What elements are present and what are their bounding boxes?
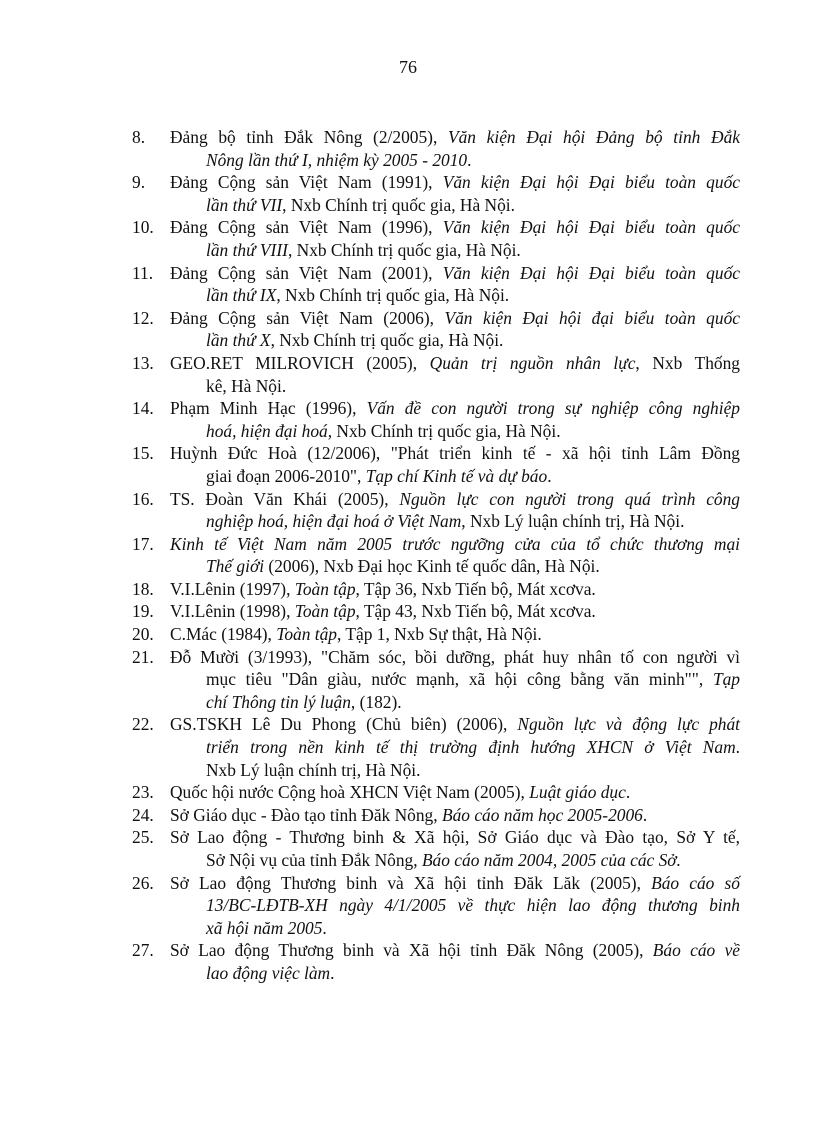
reference-body — [170, 488, 740, 533]
reference-title-text: Toàn tập — [294, 601, 356, 622]
reference-item — [130, 646, 740, 714]
reference-text: , (182). — [350, 691, 402, 712]
reference-number: 8. — [132, 127, 146, 147]
reference-text: Đảng Cộng sản Việt Nam (2001), — [170, 262, 443, 283]
reference-text: C.Mác (1984), — [170, 624, 277, 645]
reference-line — [170, 713, 740, 736]
reference-body — [170, 713, 740, 781]
reference-text: . — [642, 804, 648, 825]
reference-item — [130, 578, 740, 601]
reference-item — [130, 442, 740, 487]
reference-title-text: Toàn tập — [294, 578, 356, 599]
reference-continuation-line — [170, 668, 740, 691]
reference-number: 25. — [132, 827, 154, 848]
reference-number: 17. — [132, 533, 154, 554]
reference-text: Đảng Cộng sản Việt Nam (2006), — [170, 307, 445, 328]
reference-number: 18. — [132, 578, 154, 599]
reference-text: . — [467, 149, 472, 170]
reference-text: mục tiêu "Dân giàu, nước mạnh, xã hội công bằng văn minh"", — [206, 669, 713, 690]
reference-item — [130, 488, 740, 533]
reference-item — [130, 533, 740, 578]
reference-text: , Nxb Chính trị quốc gia, Hà Nội. — [287, 239, 521, 260]
reference-body — [170, 939, 740, 984]
reference-text: , Nxb Thống — [635, 352, 740, 373]
reference-line — [170, 623, 740, 646]
reference-text: , Tập 36, Nxb Tiến bộ, Mát xcơva. — [355, 578, 596, 599]
reference-line — [170, 397, 740, 420]
page-number: 76 — [399, 57, 417, 77]
reference-item — [130, 713, 740, 781]
reference-item — [130, 352, 740, 397]
reference-text: Đảng Cộng sản Việt Nam (1991), — [170, 172, 443, 193]
reference-text: , Nxb Chính trị quốc gia, Hà Nội. — [270, 330, 504, 351]
reference-continuation-line — [170, 736, 740, 759]
reference-body — [170, 171, 740, 216]
reference-text: (2006), Nxb Đại học Kinh tế quốc dân, Hà Nội. — [264, 556, 600, 577]
reference-title-text: Luật giáo dục — [529, 782, 626, 803]
reference-text: , Tập 1, Nxb Sự thật, Hà Nội. — [337, 624, 542, 645]
reference-number: 24. — [132, 804, 154, 825]
reference-number: 9. — [132, 172, 146, 193]
reference-text: Huỳnh Đức Hoà (12/2006), "Phát triển kinh tế - xã hội tỉnh Lâm Đồng — [170, 443, 740, 464]
reference-number: 13. — [132, 352, 154, 373]
reference-text: Sở Lao động Thương binh và Xã hội tỉnh Đăk Nông (2005), — [170, 940, 653, 961]
reference-body — [170, 646, 740, 714]
reference-line — [170, 262, 740, 285]
reference-number: 23. — [132, 782, 154, 803]
reference-text: Sở Lao động - Thương binh & Xã hội, Sở Giáo dục và Đào tạo, Sở Y tế, — [170, 827, 740, 848]
reference-text: . — [330, 962, 335, 983]
reference-item — [130, 623, 740, 646]
reference-body — [170, 826, 740, 871]
reference-title-text: chí Thông tin lý luận — [206, 691, 351, 712]
reference-number: 15. — [132, 443, 154, 464]
reference-title-text: lao động việc làm — [206, 962, 331, 983]
reference-body — [170, 872, 740, 940]
reference-line — [170, 872, 740, 895]
reference-continuation-line — [170, 239, 740, 262]
reference-body — [170, 600, 740, 623]
reference-title-text: Văn kiện Đại hội Đại biểu toàn quốc — [442, 172, 740, 193]
reference-body — [170, 216, 740, 261]
reference-line — [170, 646, 740, 669]
reference-line — [170, 488, 740, 511]
reference-title-text: Báo cáo về — [652, 940, 741, 961]
reference-title-text: triển trong nền kinh tế thị trường định hướng XHCN ở Việt Nam — [206, 737, 736, 758]
reference-item — [130, 600, 740, 623]
reference-text: . — [322, 917, 327, 938]
reference-text: V.I.Lênin (1998), — [170, 601, 295, 622]
reference-continuation-line — [170, 962, 740, 985]
reference-text: Phạm Minh Hạc (1996), — [170, 398, 367, 419]
reference-number: 21. — [132, 646, 154, 667]
reference-item — [130, 826, 740, 871]
reference-title-text: Báo cáo năm học 2005-2006 — [441, 804, 643, 825]
reference-number: 11. — [132, 262, 154, 283]
reference-number: 16. — [132, 488, 154, 509]
reference-text: TS. Đoàn Văn Khái (2005), — [170, 488, 400, 509]
reference-body — [170, 578, 740, 601]
reference-text: Đảng Cộng sản Việt Nam (1996), — [170, 217, 443, 238]
reference-text: Nxb Lý luận chính trị, Hà Nội. — [206, 759, 421, 780]
reference-number: 20. — [132, 624, 154, 645]
reference-body — [170, 781, 740, 804]
reference-number: 22. — [132, 714, 154, 735]
reference-title-text: lần thứ VIII — [206, 239, 288, 260]
reference-title-text: Văn kiện Đại hội Đại biểu toàn quốc — [442, 262, 740, 283]
reference-title-text: hoá, hiện đại hoá, — [206, 420, 333, 441]
reference-line — [170, 216, 740, 239]
reference-line — [170, 826, 740, 849]
reference-title-text: Nguồn lực con người trong quá trình công — [399, 488, 740, 509]
reference-line — [170, 352, 740, 375]
reference-body — [170, 352, 740, 397]
reference-text: , Nxb Chính trị quốc gia, Hà Nội. — [276, 285, 510, 306]
reference-item — [130, 939, 740, 984]
reference-title-text: lần thứ X — [206, 330, 271, 351]
reference-continuation-line — [170, 894, 740, 917]
reference-continuation-line — [170, 329, 740, 352]
reference-number: 27. — [132, 940, 154, 961]
reference-item — [130, 397, 740, 442]
reference-body — [170, 533, 740, 578]
reference-body — [170, 307, 740, 352]
reference-title-text: Tạp — [712, 669, 740, 690]
reference-body — [170, 262, 740, 307]
reference-text: , Tập 43, Nxb Tiến bộ, Mát xcơva. — [355, 601, 596, 622]
reference-text: Đảng bộ tỉnh Đắk Nông (2/2005), — [170, 127, 448, 147]
reference-body — [170, 126, 740, 171]
reference-number: 12. — [132, 307, 154, 328]
reference-item — [130, 307, 740, 352]
reference-number: 19. — [132, 601, 154, 622]
reference-line — [170, 442, 740, 465]
reference-text: giai đoạn 2006-2010", — [206, 465, 366, 486]
reference-title-text: Văn kiện Đại hội Đảng bộ tỉnh Đắk — [447, 127, 740, 147]
reference-title-text: 13/BC-LĐTB-XH ngày 4/1/2005 về thực hiện lao động thương binh — [206, 895, 740, 916]
reference-title-text: lần thứ IX — [206, 285, 277, 306]
reference-line — [170, 307, 740, 330]
reference-title-text: Văn kiện Đại hội Đại biểu toàn quốc — [442, 217, 740, 238]
reference-continuation-line — [170, 149, 740, 172]
reference-number: 14. — [132, 398, 154, 419]
reference-text: Sở Lao động Thương binh và Xã hội tỉnh Đăk Lăk (2005), — [170, 872, 652, 893]
reference-line — [170, 578, 740, 601]
reference-title-text: nghiệp hoá, hiện đại hoá ở Việt Nam — [206, 511, 462, 532]
reference-text: Sở Giáo dục - Đào tạo tỉnh Đăk Nông, — [170, 804, 442, 825]
reference-text: Quốc hội nước Cộng hoà XHCN Việt Nam (2005), — [170, 782, 530, 803]
reference-text: , Nxb Lý luận chính trị, Hà Nội. — [461, 511, 685, 532]
reference-item — [130, 804, 740, 827]
reference-line — [170, 804, 740, 827]
reference-body — [170, 442, 740, 487]
reference-text: Nxb Chính trị quốc gia, Hà Nội. — [332, 420, 561, 441]
reference-text: . — [735, 737, 740, 758]
reference-title-text: Văn kiện Đại hội đại biểu toàn quốc — [444, 307, 740, 328]
reference-text: . — [547, 465, 552, 486]
reference-line — [170, 533, 740, 556]
reference-item — [130, 216, 740, 261]
reference-text: V.I.Lênin (1997), — [170, 578, 295, 599]
reference-title-text: Nông lần thứ I, nhiệm kỳ 2005 - 2010 — [206, 149, 468, 170]
reference-item — [130, 262, 740, 307]
reference-continuation-line — [170, 555, 740, 578]
reference-text: . — [625, 782, 631, 803]
reference-title-text: Vấn đề con người trong sự nghiệp công nghiệp — [366, 398, 740, 419]
reference-continuation-line — [170, 849, 740, 872]
reference-line — [170, 126, 740, 149]
reference-continuation-line — [170, 194, 740, 217]
reference-title-text: lần thứ VII — [206, 194, 283, 215]
reference-item — [130, 781, 740, 804]
reference-body — [170, 397, 740, 442]
reference-continuation-line — [170, 917, 740, 940]
reference-continuation-line — [170, 510, 740, 533]
reference-list — [130, 126, 740, 985]
reference-item — [130, 126, 740, 171]
reference-item — [130, 171, 740, 216]
reference-text: GEO.RET MILROVICH (2005), — [170, 352, 430, 373]
reference-line — [170, 171, 740, 194]
reference-title-text: Báo cáo năm 2004, 2005 của các Sở. — [421, 850, 681, 870]
reference-item — [130, 872, 740, 940]
reference-text: Sở Nội vụ của tỉnh Đắk Nông, — [206, 850, 422, 870]
reference-title-text: Nguồn lực và động lực phát — [517, 714, 740, 735]
reference-title-text: Báo cáo số — [651, 872, 740, 893]
reference-continuation-line — [170, 691, 740, 714]
reference-continuation-line — [170, 284, 740, 307]
reference-number: 26. — [132, 872, 154, 893]
reference-title-text: Kinh tế Việt Nam năm 2005 trước ngưỡng cửa của tổ chức thương mại — [170, 533, 740, 554]
reference-line — [170, 600, 740, 623]
reference-title-text: xã hội năm 2005 — [206, 917, 323, 938]
reference-continuation-line — [170, 759, 740, 782]
reference-line — [170, 781, 740, 804]
reference-text: GS.TSKH Lê Du Phong (Chủ biên) (2006), — [170, 714, 518, 735]
reference-continuation-line — [170, 420, 740, 443]
reference-title-text: Toàn tập — [276, 624, 337, 645]
reference-title-text: Quản trị nguồn nhân lực — [429, 352, 636, 373]
reference-body — [170, 804, 740, 827]
reference-continuation-line — [170, 465, 740, 488]
reference-line — [170, 939, 740, 962]
reference-title-text: Tạp chí Kinh tế và dự báo — [365, 465, 548, 486]
reference-text: kê, Hà Nội. — [206, 375, 287, 396]
reference-title-text: Thế giới — [206, 556, 265, 577]
reference-text: , Nxb Chính trị quốc gia, Hà Nội. — [282, 194, 515, 215]
reference-text: Đỗ Mười (3/1993), "Chăm sóc, bồi dưỡng, phát huy nhân tố con người vì — [170, 646, 740, 667]
reference-continuation-line — [170, 375, 740, 398]
reference-body — [170, 623, 740, 646]
reference-number: 10. — [132, 217, 154, 238]
